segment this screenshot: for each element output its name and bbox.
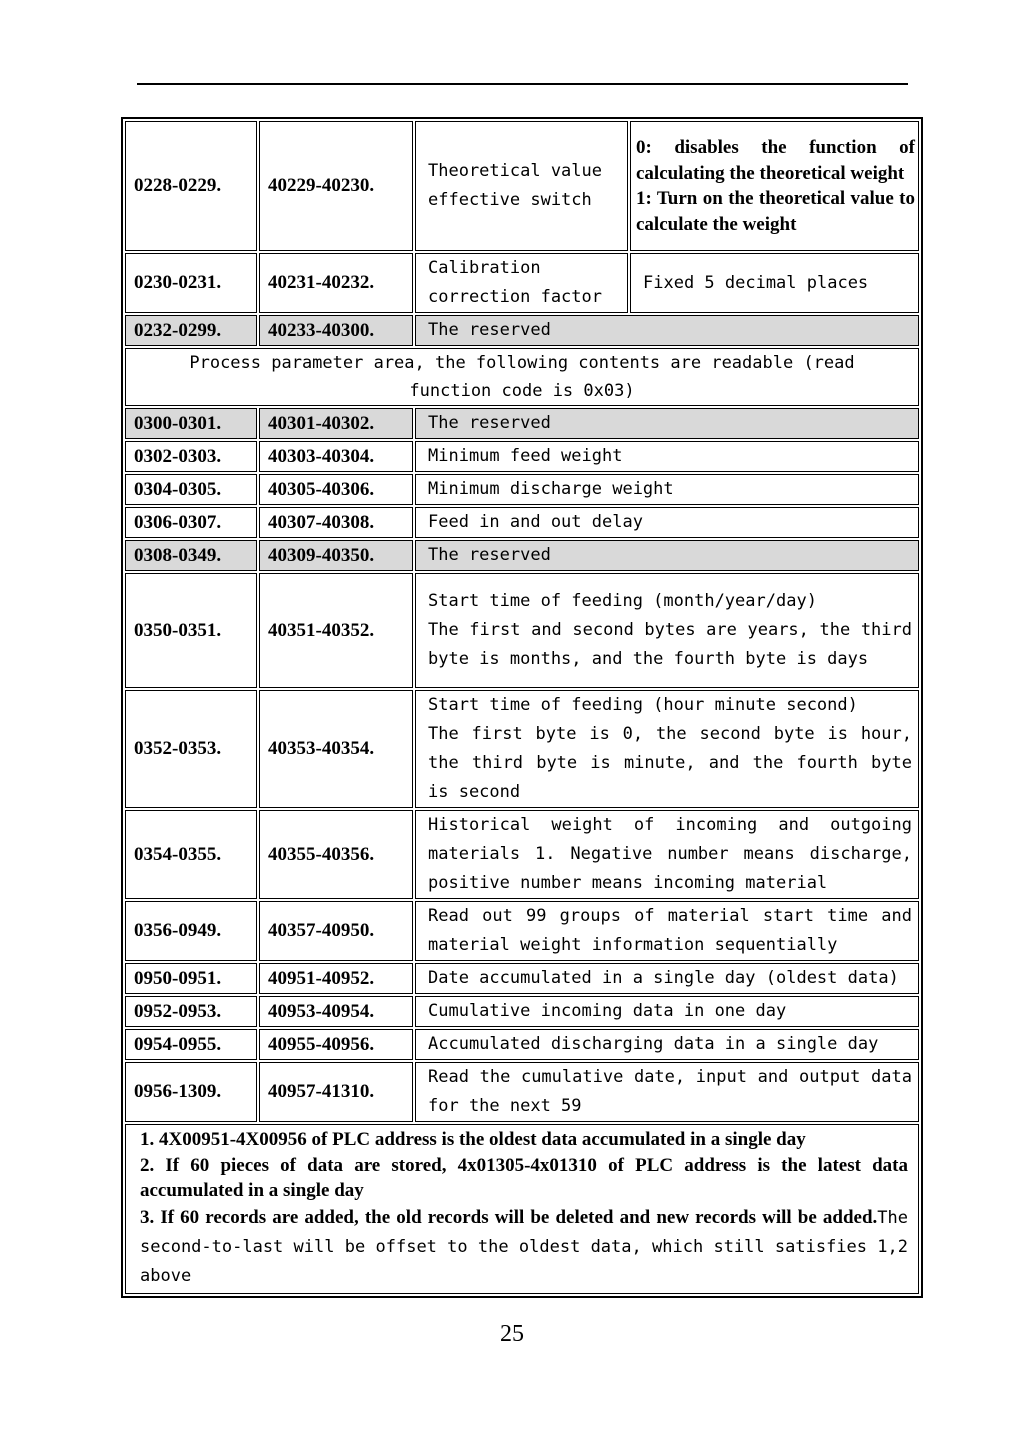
notes-cell (125, 1124, 919, 1294)
plc-address: 40355-40356. (259, 810, 413, 899)
plc-address: 40233-40300. (259, 315, 413, 346)
table-row-reserved (125, 540, 919, 571)
table-row (125, 901, 919, 961)
parameter-description: Minimum discharge weight (415, 474, 919, 505)
parameter-description: Accumulated discharging data in a single day (415, 1029, 919, 1060)
note-line-1: 1. 4X00951-4X00956 of PLC address is the oldest data accumulated in a single day (140, 1129, 806, 1150)
modbus-address: 0956-1309. (125, 1062, 257, 1122)
plc-address: 40357-40950. (259, 901, 413, 961)
plc-address: 40301-40302. (259, 408, 413, 439)
modbus-address: 0308-0349. (125, 540, 257, 571)
table-row (125, 121, 919, 251)
notes-row (125, 1124, 919, 1294)
plc-address: 40951-40952. (259, 963, 413, 994)
modbus-address: 0356-0949. (125, 901, 257, 961)
parameter-description: Minimum feed weight (415, 441, 919, 472)
modbus-address: 0232-0299. (125, 315, 257, 346)
modbus-address: 0950-0951. (125, 963, 257, 994)
modbus-address: 0304-0305. (125, 474, 257, 505)
table-row-reserved (125, 408, 919, 439)
modbus-address: 0230-0231. (125, 253, 257, 313)
note-line-3: 3. If 60 records are added, the old records will be deleted and new records will be added.The second-to-last will be offset to the oldest data, which still satisfies 1,2 above (140, 1206, 908, 1286)
modbus-address: 0952-0953. (125, 996, 257, 1027)
modbus-address: 0300-0301. (125, 408, 257, 439)
plc-address: 40953-40954. (259, 996, 413, 1027)
modbus-address: 0228-0229. (125, 121, 257, 251)
modbus-address: 0354-0355. (125, 810, 257, 899)
plc-address: 40957-41310. (259, 1062, 413, 1122)
table-row (125, 253, 919, 313)
page-number: 25 (500, 1321, 524, 1347)
parameter-value: Fixed 5 decimal places (630, 253, 919, 313)
parameter-value: 0: disables the function of calculating the theoretical weight 1: Turn on the theoretical value to calculate the weight (630, 121, 919, 251)
parameter-description: Historical weight of incoming and outgoing materials 1. Negative number means discharge, positive number means incoming material (415, 810, 919, 899)
table-row (125, 996, 919, 1027)
plc-address: 40353-40354. (259, 690, 413, 808)
register-table (121, 117, 923, 1298)
parameter-description: Read the cumulative date, input and output data for the next 59 (415, 1062, 919, 1122)
table-row-reserved (125, 315, 919, 346)
plc-address: 40307-40308. (259, 507, 413, 538)
modbus-address: 0302-0303. (125, 441, 257, 472)
parameter-description: Start time of feeding (hour minute second) The first byte is 0, the second byte is hour, the third byte is minute, and the fourth byte is second (415, 690, 919, 808)
parameter-description: The reserved (415, 408, 919, 439)
parameter-description: The reserved (415, 315, 919, 346)
plc-address: 40955-40956. (259, 1029, 413, 1060)
parameter-description: Calibration correction factor (415, 253, 628, 313)
table-row (125, 1062, 919, 1122)
table-row (125, 963, 919, 994)
parameter-description: Read out 99 groups of material start time and material weight information sequentially (415, 901, 919, 961)
modbus-address: 0306-0307. (125, 507, 257, 538)
parameter-description: Start time of feeding (month/year/day) The first and second bytes are years, the third byte is months, and the fourth byte is days (415, 573, 919, 688)
table-row (125, 507, 919, 538)
parameter-description: Feed in and out delay (415, 507, 919, 538)
plc-address: 40303-40304. (259, 441, 413, 472)
modbus-address: 0954-0955. (125, 1029, 257, 1060)
modbus-address: 0350-0351. (125, 573, 257, 688)
table-row (125, 1029, 919, 1060)
section-header-row (125, 348, 919, 406)
header-rule (137, 83, 908, 85)
table-row (125, 573, 919, 688)
plc-address: 40351-40352. (259, 573, 413, 688)
parameter-description: Cumulative incoming data in one day (415, 996, 919, 1027)
plc-address: 40231-40232. (259, 253, 413, 313)
section-header: Process parameter area, the following contents are readable (read function code is 0x03) (125, 348, 919, 406)
table-row (125, 474, 919, 505)
parameter-description: Theoretical value effective switch (415, 121, 628, 251)
modbus-address: 0352-0353. (125, 690, 257, 808)
note-line-3-tail: The second-to-last will be offset to the oldest data, which still satisfies 1,2 above (140, 1207, 908, 1286)
table-row (125, 810, 919, 899)
parameter-description: The reserved (415, 540, 919, 571)
plc-address: 40305-40306. (259, 474, 413, 505)
table-row (125, 690, 919, 808)
plc-address: 40309-40350. (259, 540, 413, 571)
note-line-2: 2. If 60 pieces of data are stored, 4x01305-4x01310 of PLC address is the latest data accumulated in a single day (140, 1154, 908, 1201)
parameter-description: Date accumulated in a single day (oldest data) (415, 963, 919, 994)
table-row (125, 441, 919, 472)
plc-address: 40229-40230. (259, 121, 413, 251)
